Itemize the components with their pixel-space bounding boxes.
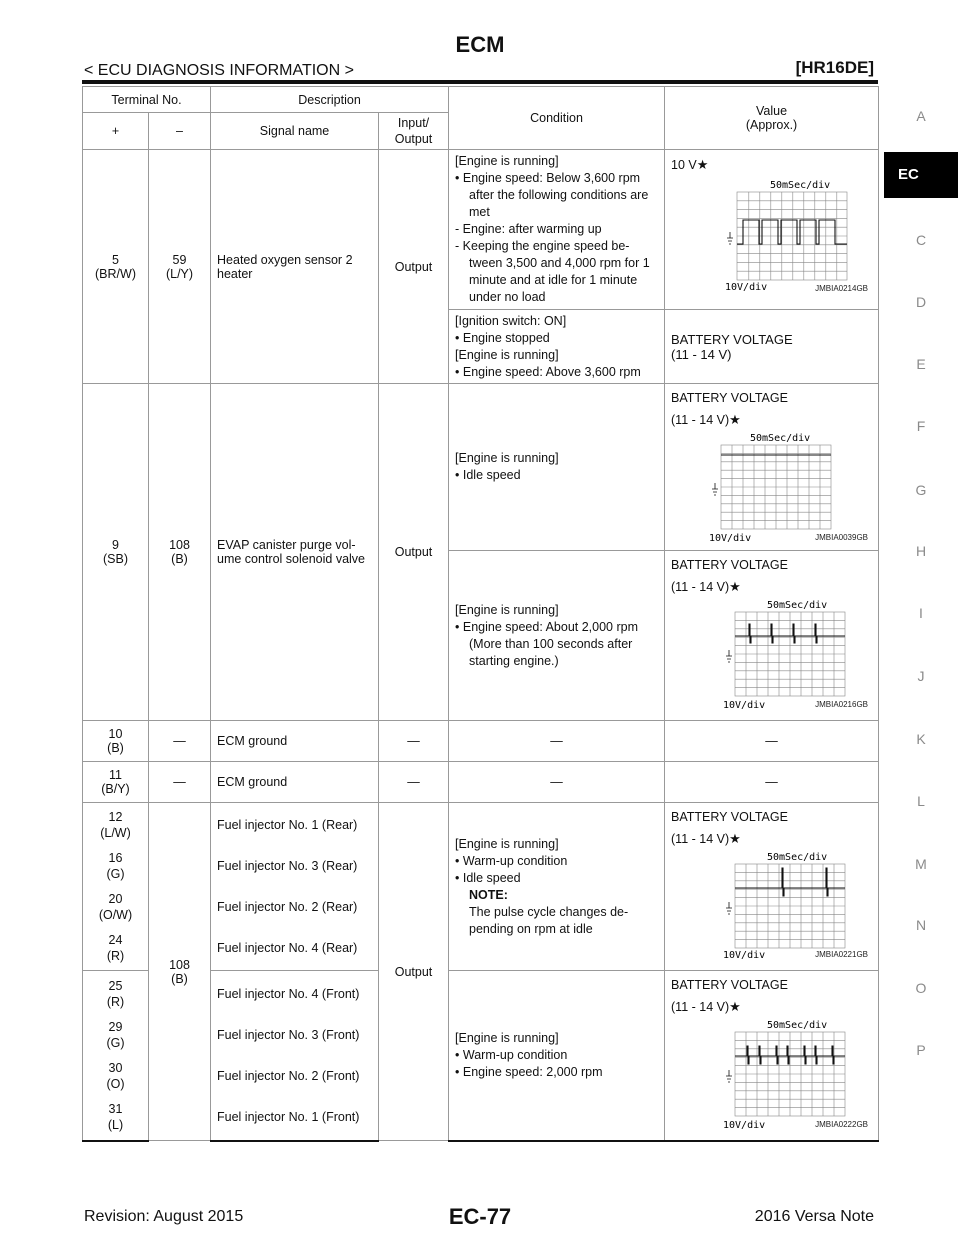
value-text: BATTERY VOLTAGE — [671, 810, 788, 824]
value-cell: — — [665, 762, 879, 803]
table-row — [83, 384, 879, 551]
condition-line: [Engine is running] — [455, 347, 559, 362]
condition-line: met — [469, 205, 490, 219]
scope-svg — [675, 431, 871, 543]
side-index-a[interactable]: A — [916, 108, 926, 124]
condition-line: [Ignition switch: ON] — [455, 313, 567, 328]
condition-line: - Keeping the engine speed be- — [455, 239, 630, 253]
value-cell: — — [665, 721, 879, 762]
page-number: EC-77 — [448, 1204, 512, 1229]
oscilloscope-figure — [675, 1018, 872, 1135]
scope-time-label: 50mSec/div — [750, 433, 811, 444]
value-cell — [665, 384, 879, 551]
side-index-e[interactable]: E — [916, 356, 926, 372]
value-cell — [665, 971, 879, 1141]
table-row — [83, 762, 879, 803]
scope-svg — [675, 850, 871, 960]
side-index-k[interactable]: K — [916, 731, 926, 747]
condition-cell — [449, 310, 665, 384]
condition-line: tween 3,500 and 4,000 rpm for 1 — [469, 256, 650, 270]
scope-volt-label: 10V/div — [723, 700, 766, 710]
note-text: pending on rpm at idle — [469, 921, 593, 936]
condition-line: • Engine speed: Above 3,600 rpm — [455, 364, 641, 379]
scope-volt-label: 10V/div — [709, 533, 752, 543]
side-index-i[interactable]: I — [919, 605, 923, 621]
scope-time-label: 50mSec/div — [767, 600, 828, 611]
signal-label: Fuel injector No. 2 (Rear) — [217, 900, 358, 914]
signal-label: Fuel injector No. 4 (Front) — [217, 986, 360, 1001]
signal-name: EVAP canister purge vol- ume control solenoid valve — [211, 384, 379, 721]
vehicle-name: 2016 Versa Note — [754, 1208, 874, 1225]
header-terminal-no: Terminal No. — [83, 87, 211, 113]
condition-cell — [449, 384, 665, 551]
terminal-minus: — — [149, 721, 211, 762]
scope-svg — [675, 598, 871, 710]
condition-line: - Engine: after warming up — [455, 222, 602, 236]
signal-stack — [217, 973, 372, 1137]
condition-line: [Engine is running] — [455, 451, 559, 465]
condition-line: starting engine.) — [469, 653, 559, 668]
condition-cell: — — [449, 721, 665, 762]
condition-line: • Idle speed — [455, 870, 521, 885]
signal-label: Fuel injector No. 4 (Rear) — [217, 941, 358, 955]
condition-line: (More than 100 seconds after — [469, 636, 633, 651]
condition-cell — [449, 551, 665, 721]
terminal-number: 20 (O/W) — [98, 892, 133, 922]
terminal-number: 16 (G) — [106, 851, 125, 881]
condition-line: [Engine is running] — [455, 1030, 559, 1045]
condition-line: • Warm-up condition — [455, 853, 568, 868]
condition-line: under no load — [469, 290, 546, 304]
value-cell — [665, 150, 879, 310]
signal-label: Fuel injector No. 2 (Front) — [217, 1068, 360, 1083]
condition-cell: — — [449, 762, 665, 803]
terminal-minus: 59 (L/Y) — [149, 150, 211, 384]
terminal-plus — [83, 803, 149, 971]
star-icon: ★ — [729, 999, 741, 1014]
terminal-number: 24 (R) — [106, 933, 125, 963]
side-index-ec[interactable]: EC — [884, 152, 958, 198]
figure-id: JMBIA0039GB — [815, 533, 869, 542]
oscilloscope-figure — [675, 598, 872, 715]
side-index-m[interactable]: M — [915, 856, 927, 872]
table-row — [83, 803, 879, 971]
value-text: BATTERY VOLTAGE — [671, 391, 788, 405]
value-text: (11 - 14 V) — [671, 1000, 730, 1014]
header-plus: + — [83, 113, 149, 150]
header-condition: Condition — [449, 87, 665, 150]
condition-line: [Engine is running] — [455, 836, 559, 851]
signal-name — [211, 803, 379, 971]
terminal-number: 29 (G) — [106, 1019, 125, 1050]
terminal-number: 25 (R) — [106, 978, 125, 1009]
side-index-l[interactable]: L — [917, 793, 925, 809]
figure-id: JMBIA0216GB — [815, 700, 869, 709]
signal-name — [211, 971, 379, 1141]
io-type: Output — [379, 384, 449, 721]
condition-line: [Engine is running] — [455, 602, 559, 617]
terminal-number: 30 (O) — [106, 1060, 125, 1091]
terminal-minus: 108 (B) — [149, 384, 211, 721]
header-io: Input/ Output — [379, 113, 449, 150]
header-value: Value (Approx.) — [665, 87, 879, 150]
signal-name: Heated oxygen sensor 2 heater — [211, 150, 379, 384]
revision-date: Revision: August 2015 — [84, 1208, 244, 1225]
scope-volt-label: 10V/div — [723, 950, 766, 960]
condition-line: • Idle speed — [455, 468, 521, 482]
condition-cell — [449, 971, 665, 1141]
condition-line: after the following conditions are — [469, 188, 649, 202]
terminal-stack — [83, 805, 148, 969]
note-label: NOTE: — [469, 887, 508, 902]
condition-line: • Engine speed: 2,000 rpm — [455, 1064, 603, 1079]
side-index-c[interactable]: C — [915, 232, 927, 248]
figure-id: JMBIA0221GB — [815, 950, 869, 959]
value-text: (11 - 14 V) — [671, 580, 730, 594]
side-index-g[interactable]: G — [915, 482, 927, 498]
signal-name: ECM ground — [211, 762, 379, 803]
signal-stack — [217, 805, 372, 969]
side-index-o[interactable]: O — [915, 980, 927, 996]
value-text: (11 - 14 V) — [671, 413, 730, 427]
value-text: 10 V — [671, 158, 697, 172]
header-description: Description — [211, 87, 449, 113]
terminal-plus: 5 (BR/W) — [83, 150, 149, 384]
value-cell: BATTERY VOLTAGE (11 - 14 V) — [665, 310, 879, 384]
scope-volt-label: 10V/div — [723, 1120, 766, 1130]
note-text: The pulse cycle changes de- — [469, 904, 629, 919]
signal-label: Fuel injector No. 1 (Rear) — [217, 818, 358, 832]
figure-id: JMBIA0222GB — [815, 1120, 869, 1129]
scope-time-label: 50mSec/div — [767, 852, 828, 863]
io-type: Output — [379, 150, 449, 384]
condition-line: • Engine speed: About 2,000 rpm — [455, 619, 638, 634]
value-text: BATTERY VOLTAGE — [671, 978, 788, 992]
terminal-number: 12 (L/W) — [100, 810, 131, 840]
io-type: Output — [379, 803, 449, 1141]
condition-line: • Warm-up condition — [455, 1047, 568, 1062]
condition-line: [Engine is running] — [455, 154, 559, 168]
table-row — [83, 150, 879, 310]
side-index-f[interactable]: F — [916, 418, 926, 434]
scope-svg — [675, 1018, 871, 1130]
value-text: BATTERY VOLTAGE — [671, 558, 788, 572]
signal-label: Fuel injector No. 3 (Rear) — [217, 859, 358, 873]
condition-cell — [449, 150, 665, 310]
header-signal-name: Signal name — [211, 113, 379, 150]
signal-label: Fuel injector No. 1 (Front) — [217, 1109, 360, 1124]
side-index-h[interactable]: H — [915, 543, 927, 559]
terminal-plus — [83, 971, 149, 1141]
scope-volt-label: 10V/div — [725, 282, 768, 293]
value-cell — [665, 803, 879, 971]
header-minus: – — [149, 113, 211, 150]
figure-id: JMBIA0214GB — [815, 284, 869, 293]
engine-model: [HR16DE] — [795, 58, 874, 77]
terminal-number: 31 (L) — [107, 1101, 124, 1132]
side-index-p[interactable]: P — [916, 1042, 926, 1058]
star-icon: ★ — [729, 831, 741, 846]
side-index-j[interactable]: J — [917, 668, 925, 684]
table-row — [83, 721, 879, 762]
breadcrumb: < ECU DIAGNOSIS INFORMATION > — [84, 62, 354, 79]
condition-cell — [449, 803, 665, 971]
oscilloscope-figure — [675, 850, 872, 965]
terminal-minus: — — [149, 762, 211, 803]
scope-time-label: 50mSec/div — [770, 180, 831, 191]
scope-svg — [675, 176, 871, 294]
star-icon: ★ — [729, 412, 741, 427]
page-title: ECM — [455, 32, 505, 57]
terminal-plus: 10 (B) — [83, 721, 149, 762]
terminal-plus: 11 (B/Y) — [83, 762, 149, 803]
condition-line: • Engine speed: Below 3,600 rpm — [455, 171, 641, 185]
condition-line: minute and at idle for 1 minute — [469, 273, 638, 287]
scope-time-label: 50mSec/div — [767, 1020, 828, 1031]
terminal-table — [82, 86, 879, 1142]
io-type: — — [379, 762, 449, 803]
oscilloscope-figure — [675, 431, 872, 548]
io-type: — — [379, 721, 449, 762]
signal-name: ECM ground — [211, 721, 379, 762]
side-index-n[interactable]: N — [915, 917, 927, 933]
terminal-minus: 108 (B) — [149, 803, 211, 1141]
signal-label: Fuel injector No. 3 (Front) — [217, 1027, 360, 1042]
value-cell — [665, 551, 879, 721]
side-index-d[interactable]: D — [915, 294, 927, 310]
value-text: (11 - 14 V) — [671, 832, 730, 846]
condition-line: • Engine stopped — [455, 330, 550, 345]
terminal-plus: 9 (SB) — [83, 384, 149, 721]
star-icon: ★ — [729, 579, 741, 594]
terminal-stack — [83, 973, 148, 1137]
star-icon: ★ — [696, 157, 709, 172]
header-rule — [82, 80, 878, 84]
oscilloscope-figure — [675, 176, 872, 299]
